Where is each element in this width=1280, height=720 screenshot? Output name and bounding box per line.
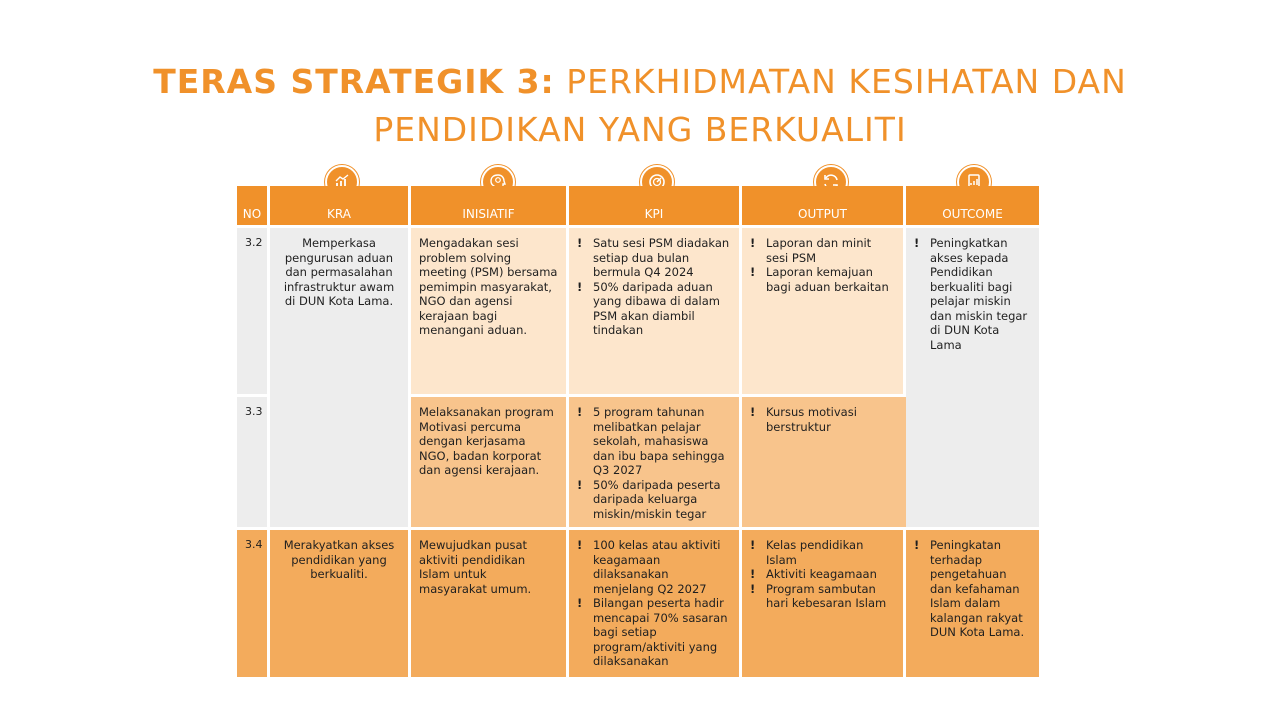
title-bold: TERAS STRATEGIK 3: xyxy=(153,62,555,101)
list-item: ! Satu sesi PSM diadakan setiap dua bulan bermula Q4 2024 xyxy=(577,236,730,279)
header-outcome: OUTCOME xyxy=(906,186,1039,225)
header-kpi: KPI xyxy=(569,186,742,225)
title-line1-rest: PERKHIDMATAN KESIHATAN DAN xyxy=(566,62,1127,101)
list-item: ! Laporan dan minit sesi PSM xyxy=(750,236,872,265)
list-item: ! 5 program tahunan melibatkan pelajar sekolah, mahasiswa dan ibu bapa sehingga Q3 2027 xyxy=(577,405,725,477)
row-no: 3.2 xyxy=(237,225,270,394)
list-item: ! Kelas pendidikan Islam xyxy=(750,538,864,567)
kpi-cell xyxy=(569,225,742,394)
inisiatif-cell: Mengadakan sesi problem solving meeting (PSM) bersama pemimpin masyarakat, NGO dan agensi kerajaan bagi menangani aduan. xyxy=(411,225,569,394)
row-no: 3.4 xyxy=(237,527,270,677)
list-item: ! Peningkatkan akses kepada Pendidikan berkualiti bagi pelajar miskin dan miskin tegar di DUN Kota Lama xyxy=(914,236,1028,352)
output-cell xyxy=(742,225,906,394)
kpi-cell xyxy=(569,394,742,527)
output-cell xyxy=(742,394,906,527)
output-cell xyxy=(742,527,906,677)
table-row xyxy=(237,527,1039,677)
row-no: 3.3 xyxy=(237,394,270,527)
outcome-cell xyxy=(906,225,1039,527)
header-no: NO xyxy=(237,186,270,225)
inisiatif-cell: Mewujudkan pusat aktiviti pendidikan Islam untuk masyarakat umum. xyxy=(411,527,569,677)
list-item: ! Laporan kemajuan bagi aduan berkaitan xyxy=(750,265,889,294)
kra-cell: Memperkasa pengurusan aduan dan permasalahan infrastruktur awam di DUN Kota Lama. xyxy=(270,225,411,527)
kpi-cell xyxy=(569,527,742,677)
header-kra: KRA xyxy=(270,186,411,225)
list-item: ! 50% daripada peserta daripada keluarga miskin/miskin tegar xyxy=(577,477,721,521)
title-line-2: PENDIDIKAN YANG BERKUALITI xyxy=(373,110,907,149)
list-item: ! Program sambutan hari kebesaran Islam xyxy=(750,581,887,610)
page-title xyxy=(0,58,1280,154)
list-item: ! Bilangan peserta hadir mencapai 70% sasaran bagi setiap program/aktiviti yang dilaksanakan xyxy=(577,596,728,668)
kra-cell: Merakyatkan akses pendidikan yang berkualiti. xyxy=(270,527,411,677)
list-item: ! Kursus motivasi berstruktur xyxy=(750,405,857,434)
header-inisiatif: INISIATIF xyxy=(411,186,569,225)
header-output: OUTPUT xyxy=(742,186,906,225)
list-item: ! 100 kelas atau aktiviti keagamaan dilaksanakan menjelang Q2 2027 xyxy=(577,538,721,596)
inisiatif-cell: Melaksanakan program Motivasi percuma dengan kerjasama NGO, badan korporat dan agensi kerajaan. xyxy=(411,394,569,527)
list-item: ! Aktiviti keagamaan xyxy=(750,567,877,581)
list-item: ! 50% daripada aduan yang dibawa di dalam PSM akan diambil tindakan xyxy=(577,279,720,337)
outcome-cell xyxy=(906,527,1039,677)
table-header-row xyxy=(237,186,1039,225)
title-line-1 xyxy=(0,58,1280,106)
list-item: ! Peningkatan terhadap pengetahuan dan kefahaman Islam dalam kalangan rakyat DUN Kota Lama. xyxy=(914,538,1025,639)
table-row xyxy=(237,225,1039,394)
strategy-table xyxy=(237,186,1039,677)
